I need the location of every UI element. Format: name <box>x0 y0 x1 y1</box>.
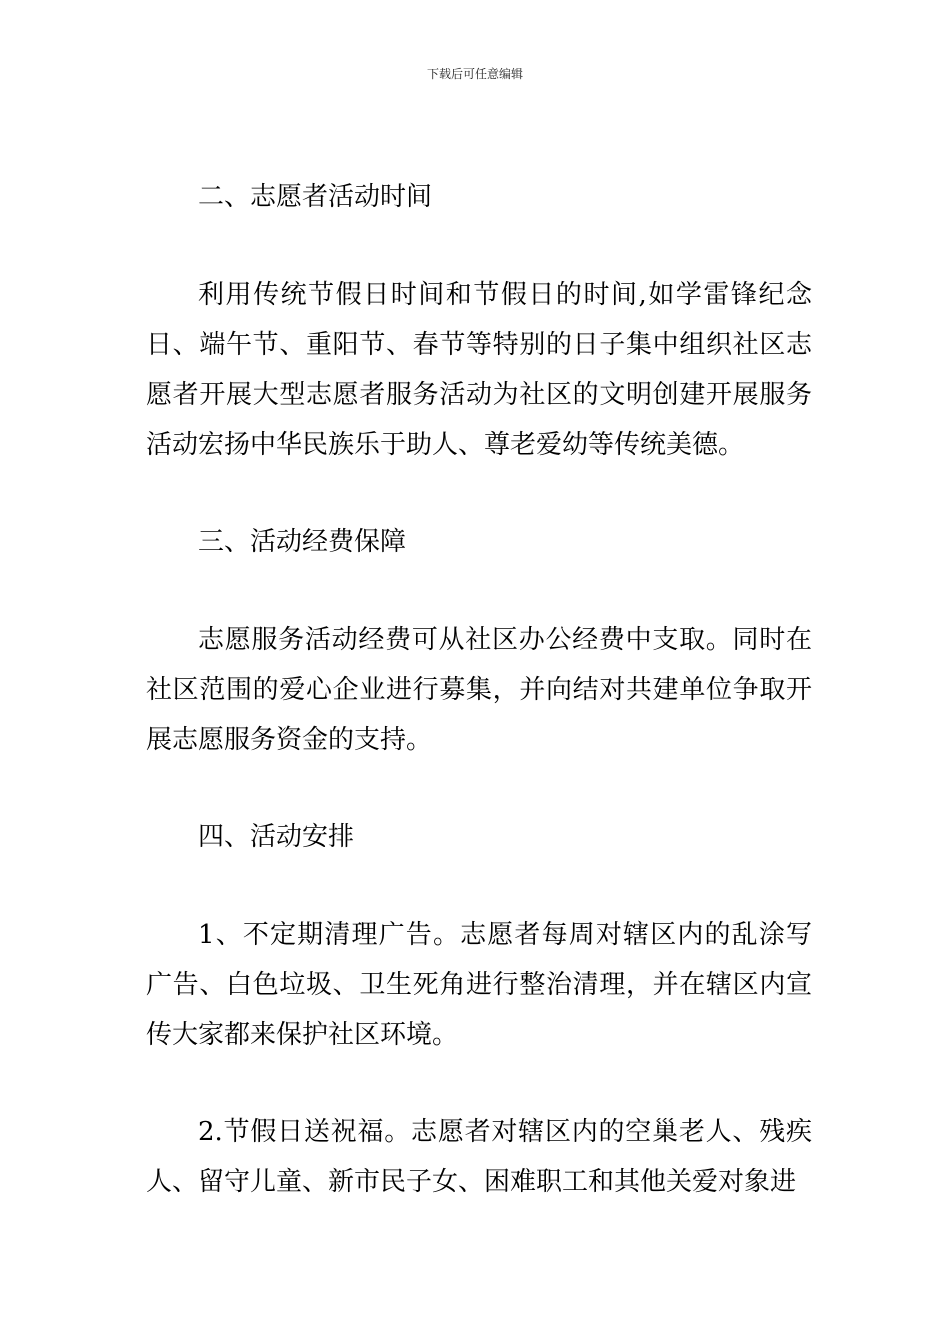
arrangement-item-2: 2.节假日送祝福。志愿者对辖区内的空巢老人、残疾人、留守儿童、新市民子女、困难职工和其他关爱对象进 <box>146 1117 812 1197</box>
section-heading-arrangement: 四、活动安排 <box>198 822 355 852</box>
page-header-note: 下载后可任意编辑 <box>426 67 523 81</box>
arrangement-item-1: 1、不定期清理广告。志愿者每周对辖区内的乱涂写广告、白色垃圾、卫生死角进行整治清理，并在辖区内宣传大家都来保护社区环境。 <box>146 920 812 1050</box>
section-heading-funding: 三、活动经费保障 <box>198 527 407 557</box>
section-heading-activity-time: 二、志愿者活动时间 <box>198 182 433 212</box>
document-body <box>146 172 812 1207</box>
paragraph-funding: 志愿服务活动经费可从社区办公经费中支取。同时在社区范围的爱心企业进行募集，并向结对共建单位争取开展志愿服务资金的支持。 <box>146 625 812 755</box>
paragraph-activity-time: 利用传统节假日时间和节假日的时间,如学雷锋纪念日、端午节、重阳节、春节等特别的日子集中组织社区志愿者开展大型志愿者服务活动为社区的文明创建开展服务活动宏扬中华民族乐于助人、尊老爱幼等传统美德。 <box>146 280 812 460</box>
